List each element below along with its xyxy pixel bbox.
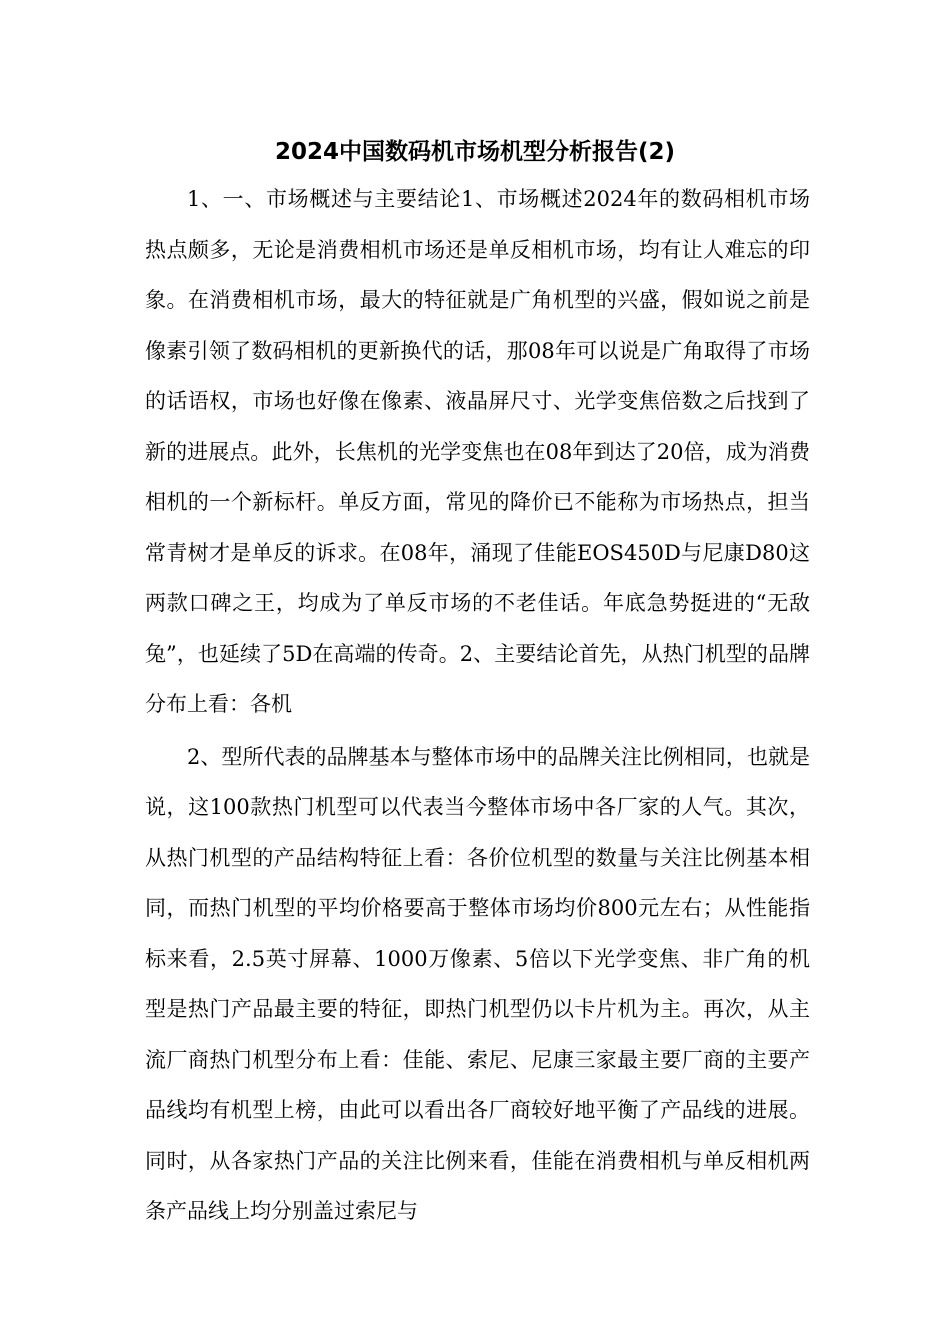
document-title: 2024中国数码机市场机型分析报告(2) xyxy=(274,139,676,165)
body-paragraph: 2、型所代表的品牌基本与整体市场中的品牌关注比例相同，也就是说，这100款热门机型可以代表当今整体市场中各厂家的人气。其次，从热门机型的产品结构特征上看：各价位机型的数量与关注比例基本相同，而热门机型的平均价格要高于整体市场均价800元左右；从性能指标来看，2.5英寸屏幕、1000万像素、5倍以下光学变焦、非广角的机型是热门产品最主要的特征，即热门机型仍以卡片机为主。再次，从主流厂商热门机型分布上看：佳能、索尼、尼康三家最主要厂商的主要产品线均有机型上榜，由此可以看出各厂商较好地平衡了产品线的进展。同时，从各家热门产品的关注比例来看，佳能在消费相机与单反相机两条产品线上均分别盖过索尼与 xyxy=(145,744,810,1223)
body-paragraph: 1、一、市场概述与主要结论1、市场概述2024年的数码相机市场热点颇多，无论是消费相机市场还是单反相机市场，均有让人难忘的印象。在消费相机市场，最大的特征就是广角机型的兴盛，假如说之前是像素引领了数码相机的更新换代的话，那08年可以说是广角取得了市场的话语权，市场也好像在像素、液晶屏尺寸、光学变焦倍数之后找到了新的进展点。此外，长焦机的光学变焦也在08年到达了20倍，成为消费相机的一个新标杆。单反方面，常见的降价已不能称为市场热点，担当常青树才是单反的诉求。在08年，涌现了佳能EOS450D与尼康D80这两款口碑之王，均成为了单反市场的不老佳话。年底急势挺进的“无敌兔”，也延续了5D在高端的传奇。2、主要结论首先，从热门机型的品牌分布上看：各机 xyxy=(145,187,810,716)
